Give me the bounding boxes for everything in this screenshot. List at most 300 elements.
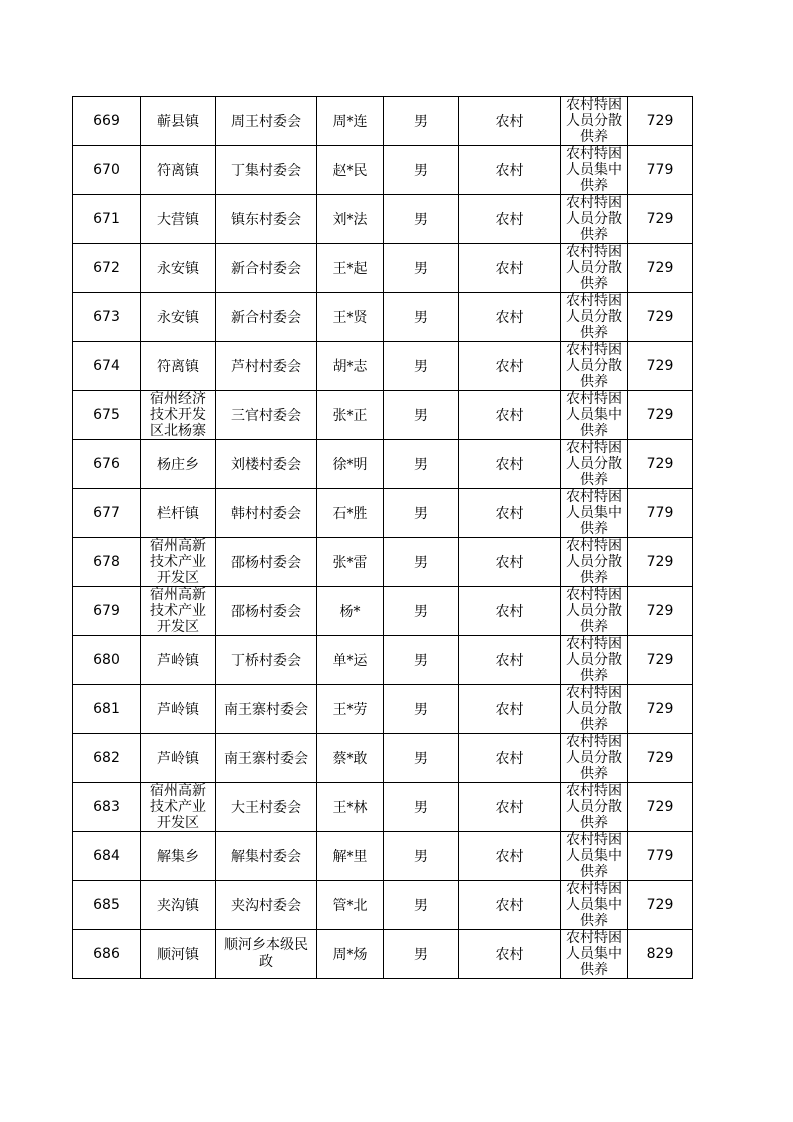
sex-cell xyxy=(384,489,459,538)
household-type-cell xyxy=(459,391,561,440)
amount-cell-text: 729 xyxy=(646,603,674,619)
person-name-cell-text: 徐*明 xyxy=(332,457,368,473)
row-number-text: 684 xyxy=(93,848,120,864)
support-category-cell-text: 农村特困人员集中供养 xyxy=(566,489,622,537)
village-cell xyxy=(216,636,317,685)
town-cell xyxy=(141,293,216,342)
person-name-cell-text: 王*劳 xyxy=(332,702,368,718)
table-row xyxy=(73,489,693,538)
town-cell xyxy=(141,146,216,195)
table-row xyxy=(73,832,693,881)
row-number-text: 686 xyxy=(93,946,120,962)
town-cell xyxy=(141,244,216,293)
sex-cell-text: 男 xyxy=(414,506,428,522)
household-type-cell-text: 农村 xyxy=(495,310,524,326)
table-row xyxy=(73,440,693,489)
household-type-cell xyxy=(459,832,561,881)
town-cell xyxy=(141,342,216,391)
village-cell xyxy=(216,832,317,881)
support-category-cell xyxy=(561,440,628,489)
amount-cell xyxy=(628,636,693,685)
row-number-text: 677 xyxy=(93,505,120,521)
support-category-cell-text: 农村特困人员集中供养 xyxy=(566,146,622,194)
person-name-cell xyxy=(317,636,384,685)
person-name-cell xyxy=(317,342,384,391)
village-cell xyxy=(216,195,317,244)
table-row xyxy=(73,195,693,244)
sex-cell-text: 男 xyxy=(414,898,428,914)
household-type-cell xyxy=(459,97,561,146)
person-name-cell-text: 石*胜 xyxy=(332,506,368,522)
town-cell xyxy=(141,832,216,881)
sex-cell-text: 男 xyxy=(414,261,428,277)
village-cell-text: 邵杨村委会 xyxy=(231,604,301,620)
village-cell xyxy=(216,244,317,293)
person-name-cell xyxy=(317,783,384,832)
support-category-cell-text: 农村特困人员分散供养 xyxy=(566,342,622,390)
amount-cell xyxy=(628,342,693,391)
household-type-cell-text: 农村 xyxy=(495,800,524,816)
household-type-cell-text: 农村 xyxy=(495,163,524,179)
person-name-cell xyxy=(317,244,384,293)
support-category-cell xyxy=(561,930,628,979)
sex-cell-text: 男 xyxy=(414,555,428,571)
person-name-cell-text: 张*雷 xyxy=(332,555,368,571)
row-number xyxy=(73,146,141,195)
sex-cell xyxy=(384,930,459,979)
town-cell-text: 永安镇 xyxy=(157,261,199,277)
person-name-cell-text: 解*里 xyxy=(332,849,368,865)
sex-cell-text: 男 xyxy=(414,114,428,130)
village-cell-text: 镇东村委会 xyxy=(231,212,301,228)
amount-cell xyxy=(628,391,693,440)
village-cell-text: 南王寨村委会 xyxy=(224,702,308,718)
row-number-text: 676 xyxy=(93,456,120,472)
household-type-cell xyxy=(459,538,561,587)
village-cell xyxy=(216,930,317,979)
sex-cell xyxy=(384,881,459,930)
village-cell-text: 解集村委会 xyxy=(231,849,301,865)
village-cell-text: 新合村委会 xyxy=(231,261,301,277)
row-number-text: 682 xyxy=(93,750,120,766)
support-category-cell xyxy=(561,489,628,538)
amount-cell xyxy=(628,783,693,832)
table-row xyxy=(73,685,693,734)
table-row xyxy=(73,97,693,146)
person-name-cell xyxy=(317,734,384,783)
records-body xyxy=(73,97,693,979)
town-cell xyxy=(141,489,216,538)
amount-cell-text: 729 xyxy=(646,652,674,668)
household-type-cell xyxy=(459,881,561,930)
household-type-cell xyxy=(459,293,561,342)
sex-cell-text: 男 xyxy=(414,359,428,375)
sex-cell xyxy=(384,832,459,881)
row-number-text: 680 xyxy=(93,652,120,668)
town-cell-text: 芦岭镇 xyxy=(157,653,199,669)
village-cell xyxy=(216,146,317,195)
village-cell xyxy=(216,783,317,832)
row-number xyxy=(73,587,141,636)
town-cell-text: 符离镇 xyxy=(157,359,199,375)
sex-cell xyxy=(384,391,459,440)
support-category-cell-text: 农村特困人员分散供养 xyxy=(566,195,622,243)
sex-cell xyxy=(384,440,459,489)
town-cell-text: 宿州经济技术开发区北杨寨 xyxy=(150,391,206,439)
village-cell-text: 韩村村委会 xyxy=(231,506,301,522)
household-type-cell-text: 农村 xyxy=(495,751,524,767)
town-cell xyxy=(141,440,216,489)
row-number xyxy=(73,97,141,146)
amount-cell xyxy=(628,881,693,930)
support-category-cell xyxy=(561,146,628,195)
row-number xyxy=(73,342,141,391)
village-cell-text: 新合村委会 xyxy=(231,310,301,326)
household-type-cell-text: 农村 xyxy=(495,506,524,522)
person-name-cell xyxy=(317,391,384,440)
household-type-cell xyxy=(459,734,561,783)
row-number-text: 672 xyxy=(93,260,120,276)
sex-cell-text: 男 xyxy=(414,653,428,669)
person-name-cell xyxy=(317,587,384,636)
support-category-cell xyxy=(561,97,628,146)
sex-cell xyxy=(384,342,459,391)
amount-cell-text: 729 xyxy=(646,554,674,570)
amount-cell-text: 729 xyxy=(646,750,674,766)
village-cell-text: 邵杨村委会 xyxy=(231,555,301,571)
sex-cell-text: 男 xyxy=(414,310,428,326)
village-cell-text: 丁桥村委会 xyxy=(231,653,301,669)
household-type-cell-text: 农村 xyxy=(495,555,524,571)
row-number-text: 670 xyxy=(93,162,120,178)
town-cell xyxy=(141,391,216,440)
support-category-cell-text: 农村特困人员分散供养 xyxy=(566,587,622,635)
town-cell-text: 夹沟镇 xyxy=(157,898,199,914)
table-row xyxy=(73,146,693,195)
person-name-cell xyxy=(317,881,384,930)
table-row xyxy=(73,636,693,685)
amount-cell xyxy=(628,97,693,146)
person-name-cell xyxy=(317,440,384,489)
person-name-cell-text: 单*运 xyxy=(332,653,368,669)
person-name-cell-text: 刘*法 xyxy=(332,212,368,228)
person-name-cell-text: 周*连 xyxy=(332,114,368,130)
town-cell-text: 宿州高新技术产业开发区 xyxy=(150,538,206,586)
row-number-text: 669 xyxy=(93,113,120,129)
household-type-cell xyxy=(459,440,561,489)
town-cell xyxy=(141,587,216,636)
amount-cell-text: 729 xyxy=(646,113,674,129)
person-name-cell-text: 王*贤 xyxy=(332,310,368,326)
household-type-cell xyxy=(459,489,561,538)
support-category-cell-text: 农村特困人员分散供养 xyxy=(566,636,622,684)
support-category-cell-text: 农村特困人员集中供养 xyxy=(566,881,622,929)
person-name-cell-text: 王*起 xyxy=(332,261,368,277)
support-category-cell-text: 农村特困人员集中供养 xyxy=(566,391,622,439)
sex-cell-text: 男 xyxy=(414,849,428,865)
person-name-cell xyxy=(317,97,384,146)
support-category-cell xyxy=(561,832,628,881)
amount-cell xyxy=(628,244,693,293)
support-category-cell xyxy=(561,244,628,293)
amount-cell xyxy=(628,489,693,538)
support-category-cell xyxy=(561,783,628,832)
person-name-cell-text: 杨* xyxy=(339,604,361,620)
household-type-cell-text: 农村 xyxy=(495,702,524,718)
sex-cell-text: 男 xyxy=(414,457,428,473)
support-category-cell xyxy=(561,342,628,391)
household-type-cell-text: 农村 xyxy=(495,947,524,963)
household-type-cell xyxy=(459,244,561,293)
sex-cell xyxy=(384,685,459,734)
person-name-cell xyxy=(317,489,384,538)
town-cell-text: 永安镇 xyxy=(157,310,199,326)
support-category-cell-text: 农村特困人员分散供养 xyxy=(566,244,622,292)
amount-cell-text: 729 xyxy=(646,407,674,423)
town-cell xyxy=(141,734,216,783)
person-name-cell-text: 王*林 xyxy=(332,800,368,816)
village-cell-text: 顺河乡本级民政 xyxy=(224,937,308,970)
household-type-cell xyxy=(459,783,561,832)
household-type-cell xyxy=(459,342,561,391)
household-type-cell-text: 农村 xyxy=(495,849,524,865)
person-name-cell xyxy=(317,293,384,342)
amount-cell-text: 729 xyxy=(646,211,674,227)
village-cell xyxy=(216,391,317,440)
amount-cell-text: 729 xyxy=(646,897,674,913)
person-name-cell-text: 管*北 xyxy=(332,898,368,914)
amount-cell-text: 729 xyxy=(646,456,674,472)
household-type-cell xyxy=(459,685,561,734)
village-cell xyxy=(216,440,317,489)
town-cell-text: 解集乡 xyxy=(157,849,199,865)
person-name-cell-text: 蔡*敢 xyxy=(332,751,368,767)
sex-cell-text: 男 xyxy=(414,751,428,767)
table-row xyxy=(73,538,693,587)
amount-cell-text: 729 xyxy=(646,260,674,276)
person-name-cell-text: 赵*民 xyxy=(332,163,368,179)
row-number xyxy=(73,195,141,244)
support-category-cell xyxy=(561,391,628,440)
amount-cell-text: 729 xyxy=(646,358,674,374)
household-type-cell-text: 农村 xyxy=(495,359,524,375)
village-cell xyxy=(216,587,317,636)
sex-cell-text: 男 xyxy=(414,212,428,228)
village-cell-text: 大王村委会 xyxy=(231,800,301,816)
village-cell-text: 刘楼村委会 xyxy=(231,457,301,473)
village-cell-text: 芦村村委会 xyxy=(231,359,301,375)
town-cell-text: 杨庄乡 xyxy=(157,457,199,473)
amount-cell xyxy=(628,538,693,587)
person-name-cell xyxy=(317,685,384,734)
village-cell xyxy=(216,342,317,391)
support-category-cell-text: 农村特困人员分散供养 xyxy=(566,97,622,145)
town-cell xyxy=(141,685,216,734)
amount-cell xyxy=(628,440,693,489)
household-type-cell xyxy=(459,587,561,636)
sex-cell xyxy=(384,587,459,636)
support-category-cell-text: 农村特困人员分散供养 xyxy=(566,293,622,341)
person-name-cell-text: 胡*志 xyxy=(332,359,368,375)
town-cell xyxy=(141,97,216,146)
amount-cell xyxy=(628,930,693,979)
sex-cell xyxy=(384,97,459,146)
sex-cell xyxy=(384,146,459,195)
support-category-cell xyxy=(561,734,628,783)
support-category-cell xyxy=(561,685,628,734)
row-number xyxy=(73,832,141,881)
row-number-text: 681 xyxy=(93,701,120,717)
person-name-cell-text: 张*正 xyxy=(332,408,368,424)
support-category-cell-text: 农村特困人员分散供养 xyxy=(566,440,622,488)
sex-cell-text: 男 xyxy=(414,163,428,179)
village-cell-text: 丁集村委会 xyxy=(231,163,301,179)
amount-cell xyxy=(628,587,693,636)
town-cell xyxy=(141,636,216,685)
town-cell-text: 顺河镇 xyxy=(157,947,199,963)
row-number-text: 671 xyxy=(93,211,120,227)
amount-cell-text: 779 xyxy=(646,505,674,521)
town-cell-text: 栏杆镇 xyxy=(157,506,199,522)
person-name-cell xyxy=(317,832,384,881)
household-type-cell-text: 农村 xyxy=(495,457,524,473)
village-cell-text: 南王寨村委会 xyxy=(224,751,308,767)
row-number xyxy=(73,783,141,832)
household-type-cell xyxy=(459,195,561,244)
sex-cell xyxy=(384,293,459,342)
row-number-text: 685 xyxy=(93,897,120,913)
row-number-text: 679 xyxy=(93,603,120,619)
support-category-cell-text: 农村特困人员集中供养 xyxy=(566,832,622,880)
person-name-cell xyxy=(317,195,384,244)
support-category-cell xyxy=(561,587,628,636)
table-row xyxy=(73,881,693,930)
table-row xyxy=(73,293,693,342)
amount-cell xyxy=(628,685,693,734)
village-cell xyxy=(216,734,317,783)
household-type-cell-text: 农村 xyxy=(495,114,524,130)
row-number xyxy=(73,391,141,440)
row-number-text: 674 xyxy=(93,358,120,374)
support-category-cell xyxy=(561,636,628,685)
sex-cell xyxy=(384,195,459,244)
sex-cell-text: 男 xyxy=(414,947,428,963)
person-name-cell xyxy=(317,538,384,587)
village-cell xyxy=(216,685,317,734)
household-type-cell xyxy=(459,930,561,979)
table-row xyxy=(73,391,693,440)
support-category-cell-text: 农村特困人员分散供养 xyxy=(566,685,622,733)
town-cell xyxy=(141,538,216,587)
amount-cell-text: 779 xyxy=(646,848,674,864)
sex-cell-text: 男 xyxy=(414,604,428,620)
support-category-cell xyxy=(561,293,628,342)
row-number xyxy=(73,734,141,783)
person-name-cell xyxy=(317,930,384,979)
town-cell xyxy=(141,195,216,244)
row-number xyxy=(73,881,141,930)
village-cell xyxy=(216,489,317,538)
support-category-cell xyxy=(561,195,628,244)
amount-cell xyxy=(628,734,693,783)
household-type-cell xyxy=(459,146,561,195)
row-number-text: 673 xyxy=(93,309,120,325)
row-number xyxy=(73,538,141,587)
sex-cell xyxy=(384,783,459,832)
table-row xyxy=(73,587,693,636)
town-cell-text: 宿州高新技术产业开发区 xyxy=(150,587,206,635)
row-number-text: 678 xyxy=(93,554,120,570)
row-number-text: 675 xyxy=(93,407,120,423)
village-cell xyxy=(216,97,317,146)
person-name-cell-text: 周*炀 xyxy=(332,947,368,963)
amount-cell xyxy=(628,146,693,195)
sex-cell-text: 男 xyxy=(414,702,428,718)
household-type-cell xyxy=(459,636,561,685)
village-cell xyxy=(216,538,317,587)
person-name-cell xyxy=(317,146,384,195)
table-row xyxy=(73,783,693,832)
village-cell xyxy=(216,293,317,342)
village-cell xyxy=(216,881,317,930)
household-type-cell-text: 农村 xyxy=(495,408,524,424)
town-cell-text: 大营镇 xyxy=(157,212,199,228)
town-cell xyxy=(141,930,216,979)
support-category-cell xyxy=(561,881,628,930)
row-number xyxy=(73,293,141,342)
household-type-cell-text: 农村 xyxy=(495,261,524,277)
village-cell-text: 夹沟村委会 xyxy=(231,898,301,914)
support-category-cell-text: 农村特困人员分散供养 xyxy=(566,734,622,782)
row-number xyxy=(73,636,141,685)
amount-cell xyxy=(628,195,693,244)
household-type-cell-text: 农村 xyxy=(495,212,524,228)
amount-cell-text: 779 xyxy=(646,162,674,178)
amount-cell xyxy=(628,832,693,881)
amount-cell-text: 829 xyxy=(646,946,674,962)
row-number xyxy=(73,489,141,538)
sex-cell xyxy=(384,538,459,587)
sex-cell xyxy=(384,734,459,783)
row-number xyxy=(73,685,141,734)
town-cell-text: 符离镇 xyxy=(157,163,199,179)
table-row xyxy=(73,244,693,293)
sex-cell xyxy=(384,244,459,293)
amount-cell-text: 729 xyxy=(646,701,674,717)
support-category-cell-text: 农村特困人员分散供养 xyxy=(566,538,622,586)
household-type-cell-text: 农村 xyxy=(495,604,524,620)
household-type-cell-text: 农村 xyxy=(495,898,524,914)
sex-cell-text: 男 xyxy=(414,800,428,816)
sex-cell-text: 男 xyxy=(414,408,428,424)
support-category-cell xyxy=(561,538,628,587)
amount-cell-text: 729 xyxy=(646,799,674,815)
town-cell-text: 宿州高新技术产业开发区 xyxy=(150,783,206,831)
household-type-cell-text: 农村 xyxy=(495,653,524,669)
table-row xyxy=(73,930,693,979)
support-category-cell-text: 农村特困人员集中供养 xyxy=(566,930,622,978)
row-number xyxy=(73,930,141,979)
sex-cell xyxy=(384,636,459,685)
amount-cell xyxy=(628,293,693,342)
table-row xyxy=(73,342,693,391)
table-row xyxy=(73,734,693,783)
row-number-text: 683 xyxy=(93,799,120,815)
village-cell-text: 周王村委会 xyxy=(231,114,301,130)
town-cell-text: 芦岭镇 xyxy=(157,751,199,767)
town-cell-text: 芦岭镇 xyxy=(157,702,199,718)
town-cell-text: 蕲县镇 xyxy=(157,114,199,130)
